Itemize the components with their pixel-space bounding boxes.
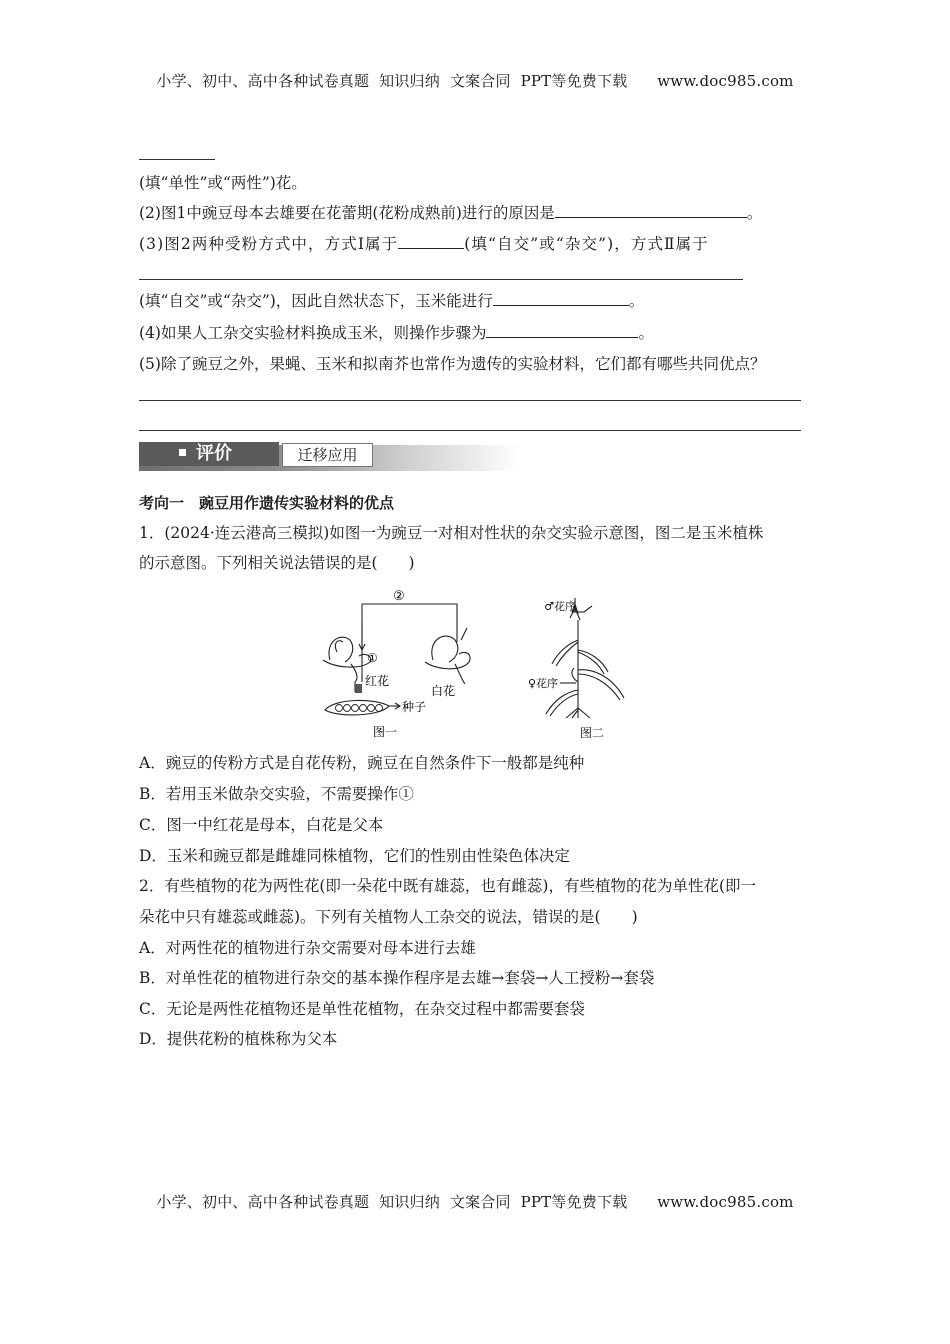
corn-leaf [552, 640, 578, 664]
square-icon [179, 449, 186, 456]
answer-line [139, 430, 801, 431]
subquestion-4-text: (4)如果人工杂交实验材料换成玉米，则操作步骤为 [139, 324, 487, 342]
male-pointer [584, 606, 592, 612]
q2-option-c: C．无论是两性花植物还是单性花植物，在杂交过程中都需要套袋 [139, 1000, 585, 1018]
q2-option-b: B．对单性花的植物进行杂交的基本操作程序是去雄→套袋→人工授粉→套袋 [139, 969, 655, 987]
cross-bracket [362, 604, 457, 682]
banner-label [139, 442, 279, 466]
subquestion-3-text-a: (3)图2两种受粉方式中，方式Ⅰ属于 [139, 235, 399, 253]
section-title: 考向一 豌豆用作遗传实验材料的优点 [139, 494, 395, 512]
page-footer: 小学、初中、高中各种试卷真题 知识归纳 文案合同 PPT等免费下载 www.doc985.com [156, 1193, 794, 1211]
white-flower-stem [455, 664, 465, 684]
subquestion-4 [139, 322, 654, 344]
subquestion-3-text-c: (填“自交”或“杂交”)，因此自然状态下，玉米能进行 [139, 292, 493, 310]
pea-pod [325, 700, 389, 715]
subquestion-2-end: 。 [746, 204, 763, 222]
answer-blank [139, 159, 215, 160]
figure-2 [520, 590, 640, 742]
q2-option-a: A．对两性花的植物进行杂交需要对母本进行去雄 [139, 939, 476, 957]
red-flower-label: 红花 [365, 674, 390, 688]
answer-blank [486, 322, 638, 338]
pea-seed [344, 705, 351, 712]
subquestion-2 [139, 202, 762, 224]
banner-main-text: 评价 [196, 443, 232, 464]
subquestion-3-end: 。 [628, 292, 645, 310]
pea-seed [376, 705, 383, 712]
corn-leaf [578, 674, 620, 700]
subquestion-4-end: 。 [638, 324, 654, 342]
subquestion-3-cont [139, 290, 644, 312]
question-1-stem-1: 1．(2024·连云港高三模拟)如图一为豌豆一对相对性状的杂交实验示意图，图二是玉米植株 [139, 524, 764, 542]
corn-leaf [550, 694, 578, 716]
label-2: ② [393, 589, 405, 604]
red-flower-petal [335, 641, 343, 652]
seed-label: 种子 [402, 700, 427, 714]
q1-option-d: D．玉米和豌豆都是雌雄同株植物，它们的性别由性染色体决定 [139, 847, 570, 865]
question-1-stem-2: 的示意图。下列相关说法错误的是( ) [139, 554, 415, 572]
page-header: 小学、初中、高中各种试卷真题 知识归纳 文案合同 PPT等免费下载 www.doc985.com [156, 72, 794, 90]
corn-leaf [578, 670, 624, 698]
banner-tag: 迁移应用 [282, 443, 373, 467]
subquestion-2-text: (2)图1中豌豆母本去雄要在花蕾期(花粉成熟前)进行的原因是 [139, 204, 555, 222]
label-1: ① [367, 651, 378, 665]
subquestion-5: (5)除了豌豆之外，果蝇、玉米和拟南芥也常作为遗传的实验材料，它们都有哪些共同优点？ [139, 355, 766, 373]
pea-seed [368, 705, 375, 712]
answer-blank [555, 202, 747, 218]
white-flower-stem [461, 628, 467, 640]
q1-option-a: A．豌豆的传粉方式是自花传粉，豌豆在自然条件下一般都是纯种 [139, 754, 585, 772]
answer-blank [493, 290, 629, 306]
male-inflorescence-label: ♂花序 [544, 600, 576, 613]
pod-marker [355, 684, 362, 693]
section-banner [139, 442, 521, 474]
subquestion-3 [139, 233, 709, 255]
answer-blank [398, 233, 464, 249]
white-flower-petal [432, 636, 458, 662]
corn-ear [572, 668, 578, 682]
white-flower-label: 白花 [431, 684, 456, 698]
q2-option-d: D．提供花粉的植株称为父本 [139, 1030, 338, 1048]
figure-1-caption: 图一 [372, 725, 398, 739]
q1-option-c: C．图一中红花是母本，白花是父本 [139, 816, 384, 834]
pea-seed [360, 705, 367, 712]
question-2-stem-2: 朵花中只有雄蕊或雌蕊)。下列有关植物人工杂交的说法，错误的是( ) [139, 908, 638, 926]
question-2-stem-1: 2．有些植物的花为两性花(即一朵花中既有雄蕊，也有雌蕊)，有些植物的花为单性花(即一 [139, 877, 757, 895]
fill-label-line: (填“单性”或“两性”)花。 [139, 174, 307, 192]
answer-line [139, 400, 801, 401]
subquestion-3-text-b: (填“自交”或“杂交”)，方式Ⅱ属于 [464, 235, 709, 253]
pea-seed [352, 705, 359, 712]
pea-seed [336, 705, 343, 712]
answer-blank [139, 279, 743, 280]
figure-2-caption: 图二 [579, 726, 605, 740]
female-inflorescence-label: ♀花序 [527, 677, 558, 690]
figure-1 [315, 582, 485, 742]
q1-option-b: B．若用玉米做杂交实验，不需要操作① [139, 785, 414, 803]
